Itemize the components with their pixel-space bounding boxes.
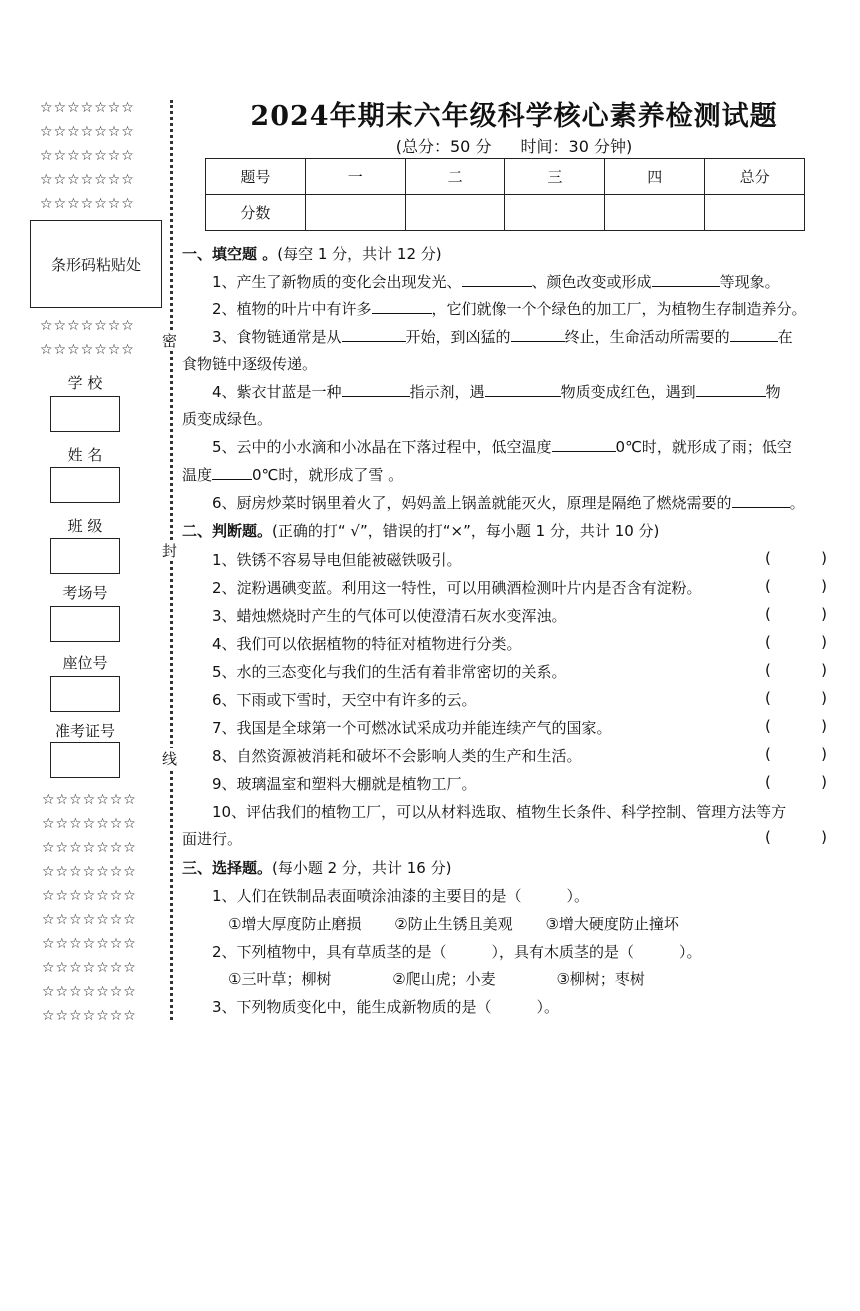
star-row: ☆☆☆☆☆☆☆ [42,816,137,832]
answer-paren[interactable] [765,661,827,679]
score-cell-3[interactable] [505,195,605,231]
star-row: ☆☆☆☆☆☆☆ [42,936,137,952]
judge-question-5: 5、水的三态变化与我们的生活有着非常密切的关系。 [212,663,567,681]
fill-question-6 [212,492,805,513]
choice-question-3: 3、下列物质变化中，能生成新物质的是（ ）。 [212,998,560,1016]
paren-open: ( [765,717,771,735]
answer-blank[interactable] [342,327,406,342]
star-row: ☆☆☆☆☆☆☆ [40,100,135,116]
answer-blank[interactable] [485,382,561,397]
score-table-cell: 题号 [206,159,306,195]
seal-char-mi: 密 [162,332,178,350]
option[interactable]: ③柳树；枣树 [556,970,645,988]
fill-question-5-cont [182,464,403,485]
section-2-heading [182,520,659,541]
fill-question-2 [212,298,807,319]
school-field[interactable] [50,396,120,432]
judge-question-9: 9、玻璃温室和塑料大棚就是植物工厂。 [212,775,477,793]
choice-options-2 [228,968,645,989]
section-3-note: (每小题 2 分，共计 16 分) [272,859,452,877]
answer-blank[interactable] [552,437,616,452]
score-table-score-row [206,195,805,231]
star-row: ☆☆☆☆☆☆☆ [40,318,135,334]
fill-question-4-cont: 质变成绿色。 [182,410,273,428]
star-row: ☆☆☆☆☆☆☆ [40,172,135,188]
question-text: 6、厨房炒菜时锅里着火了，妈妈盖上锅盖就能灭火，原理是隔绝了燃烧需要的 [212,494,732,512]
question-text: 5、云中的小水滴和小冰晶在下落过程中，低空温度 [212,438,552,456]
paren-close: ) [821,633,827,651]
section-3-heading [182,857,451,878]
answer-paren[interactable] [765,717,827,735]
class-label: 班 级 [67,517,103,535]
score-table-cell: 一 [305,159,405,195]
star-row: ☆☆☆☆☆☆☆ [42,864,137,880]
paren-open: ( [765,605,771,623]
score-table-cell: 四 [605,159,705,195]
paren-open: ( [765,745,771,763]
exam-time: 时间：30 分钟) [520,137,633,156]
section-1-title: 一、填空题 。 [182,245,278,263]
paren-close: ) [821,773,827,791]
question-text: 温度 [182,466,213,484]
star-row: ☆☆☆☆☆☆☆ [42,840,137,856]
star-row: ☆☆☆☆☆☆☆ [42,912,137,928]
section-2-note: (正确的打“ √”，错误的打“×”，每小题 1 分，共计 10 分) [272,522,660,540]
option[interactable]: ③增大硬度防止撞坏 [545,915,679,933]
answer-paren[interactable] [765,773,827,791]
paren-open: ( [765,549,771,567]
question-text: 在 [777,328,793,346]
star-row: ☆☆☆☆☆☆☆ [40,196,135,212]
paren-open: ( [765,661,771,679]
question-text: 0℃时，就形成了雨；低空 [615,438,792,456]
question-text: 等现象。 [719,273,780,291]
section-1-heading [182,243,442,264]
score-table-header-row [206,159,805,195]
paren-open: ( [765,689,771,707]
question-text: 0℃时，就形成了雪 。 [252,466,404,484]
ticket-field[interactable] [50,742,120,778]
paren-close: ) [821,689,827,707]
judge-question-8: 8、自然资源被消耗和破坏不会影响人类的生产和生活。 [212,747,582,765]
seat-field[interactable] [50,676,120,712]
answer-blank[interactable] [462,272,532,287]
name-label: 姓 名 [67,446,103,464]
choice-options-1 [228,913,679,934]
star-row: ☆☆☆☆☆☆☆ [42,792,137,808]
answer-blank[interactable] [730,327,778,342]
paren-open: ( [765,577,771,595]
paren-close: ) [821,577,827,595]
answer-paren[interactable] [765,689,827,707]
barcode-label: 条形码粘贴处 [50,255,141,274]
score-table-cell: 总分 [705,159,805,195]
score-cell-2[interactable] [405,195,505,231]
score-cell-total[interactable] [705,195,805,231]
paren-close: ) [821,745,827,763]
left-margin [0,0,178,1311]
judge-question-10-cont: 面进行。 [182,830,243,848]
answer-paren[interactable] [765,633,827,651]
answer-paren[interactable] [765,745,827,763]
fill-question-4 [212,381,781,402]
score-cell-4[interactable] [605,195,705,231]
paren-close: ) [821,605,827,623]
page-title: 2024年期末六年级科学核心素养检测试题 [250,101,778,132]
fill-question-1 [212,271,780,292]
paren-close: ) [821,549,827,567]
judge-question-4: 4、我们可以依据植物的特征对植物进行分类。 [212,635,522,653]
option[interactable]: ①三叶草；柳树 [228,970,332,988]
choice-question-1: 1、人们在铁制品表面喷涂油漆的主要目的是（ ）。 [212,887,590,905]
answer-blank[interactable] [372,299,432,314]
option[interactable]: ①增大厚度防止磨损 [228,915,362,933]
star-row: ☆☆☆☆☆☆☆ [40,342,135,358]
paren-open: ( [765,633,771,651]
school-label: 学 校 [67,374,103,392]
question-text: 开始，到凶猛的 [405,328,511,346]
question-text: 4、紫衣甘蓝是一种 [212,383,342,401]
score-table-cell: 三 [505,159,605,195]
question-text: 、颜色改变或形成 [531,273,652,291]
question-text: 指示剂，遇 [409,383,485,401]
judge-question-1: 1、铁锈不容易导电但能被磁铁吸引。 [212,551,462,569]
star-row: ☆☆☆☆☆☆☆ [42,1008,137,1024]
judge-question-2: 2、淀粉遇碘变蓝。利用这一特性，可以用碘酒检测叶片内是否含有淀粉。 [212,579,702,597]
question-text: 2、植物的叶片中有许多 [212,300,372,318]
answer-paren[interactable] [765,549,827,567]
seal-char-xian: 线 [162,750,178,768]
star-row: ☆☆☆☆☆☆☆ [42,984,137,1000]
judge-question-7: 7、我国是全球第一个可燃冰试采成功并能连续产气的国家。 [212,719,612,737]
answer-blank[interactable] [342,382,410,397]
fill-question-5 [212,436,792,457]
seal-char-feng: 封 [162,542,178,560]
question-text: 物 [765,383,781,401]
score-table-cell: 二 [405,159,505,195]
paren-close: ) [821,661,827,679]
option[interactable]: ②防止生锈且美观 [394,915,513,933]
answer-blank[interactable] [696,382,766,397]
exam-room-field[interactable] [50,606,120,642]
answer-blank[interactable] [212,465,252,480]
ticket-label: 准考证号 [54,722,115,740]
exam-info [184,134,844,157]
star-row: ☆☆☆☆☆☆☆ [40,124,135,140]
question-text: 。 [789,494,805,512]
answer-blank[interactable] [511,327,565,342]
answer-paren[interactable] [765,577,827,595]
star-row: ☆☆☆☆☆☆☆ [42,888,137,904]
answer-blank[interactable] [652,272,720,287]
choice-question-2: 2、下列植物中，具有草质茎的是（ ），具有木质茎的是（ ）。 [212,943,702,961]
exam-room-label: 考场号 [62,584,108,602]
question-text: 1、产生了新物质的变化会出现发光、 [212,273,462,291]
judge-question-3: 3、蜡烛燃烧时产生的气体可以使澄清石灰水变浑浊。 [212,607,567,625]
question-text: 终止，生命活动所需要的 [564,328,730,346]
name-field[interactable] [50,467,120,503]
paren-close: ) [821,828,827,846]
answer-paren[interactable] [765,605,827,623]
answer-paren[interactable] [765,828,827,846]
question-text: ，它们就像一个个绿色的加工厂，为植物生存制造养分。 [431,300,807,318]
class-field[interactable] [50,538,120,574]
section-3-title: 三、选择题。 [182,859,273,877]
seat-label: 座位号 [62,654,108,672]
paren-close: ) [821,717,827,735]
answer-blank[interactable] [732,493,790,508]
paren-open: ( [765,828,771,846]
fill-question-3 [212,326,793,347]
star-row: ☆☆☆☆☆☆☆ [40,148,135,164]
total-score: (总分：50 分 [395,137,492,156]
paren-open: ( [765,773,771,791]
question-text: 物质变成红色，遇到 [560,383,696,401]
score-table-cell: 分数 [206,195,306,231]
star-row: ☆☆☆☆☆☆☆ [42,960,137,976]
question-text: 3、食物链通常是从 [212,328,342,346]
judge-question-6: 6、下雨或下雪时，天空中有许多的云。 [212,691,477,709]
section-2-title: 二、判断题。 [182,522,273,540]
barcode-area [30,220,162,308]
score-cell-1[interactable] [305,195,405,231]
fill-question-3-cont: 食物链中逐级传递。 [182,355,318,373]
section-1-note: (每空 1 分，共计 12 分) [277,245,442,263]
option[interactable]: ②爬山虎；小麦 [392,970,496,988]
judge-question-10: 10、评估我们的植物工厂，可以从材料选取、植物生长条件、科学控制、管理方法等方 [212,803,787,821]
score-table [205,158,805,231]
